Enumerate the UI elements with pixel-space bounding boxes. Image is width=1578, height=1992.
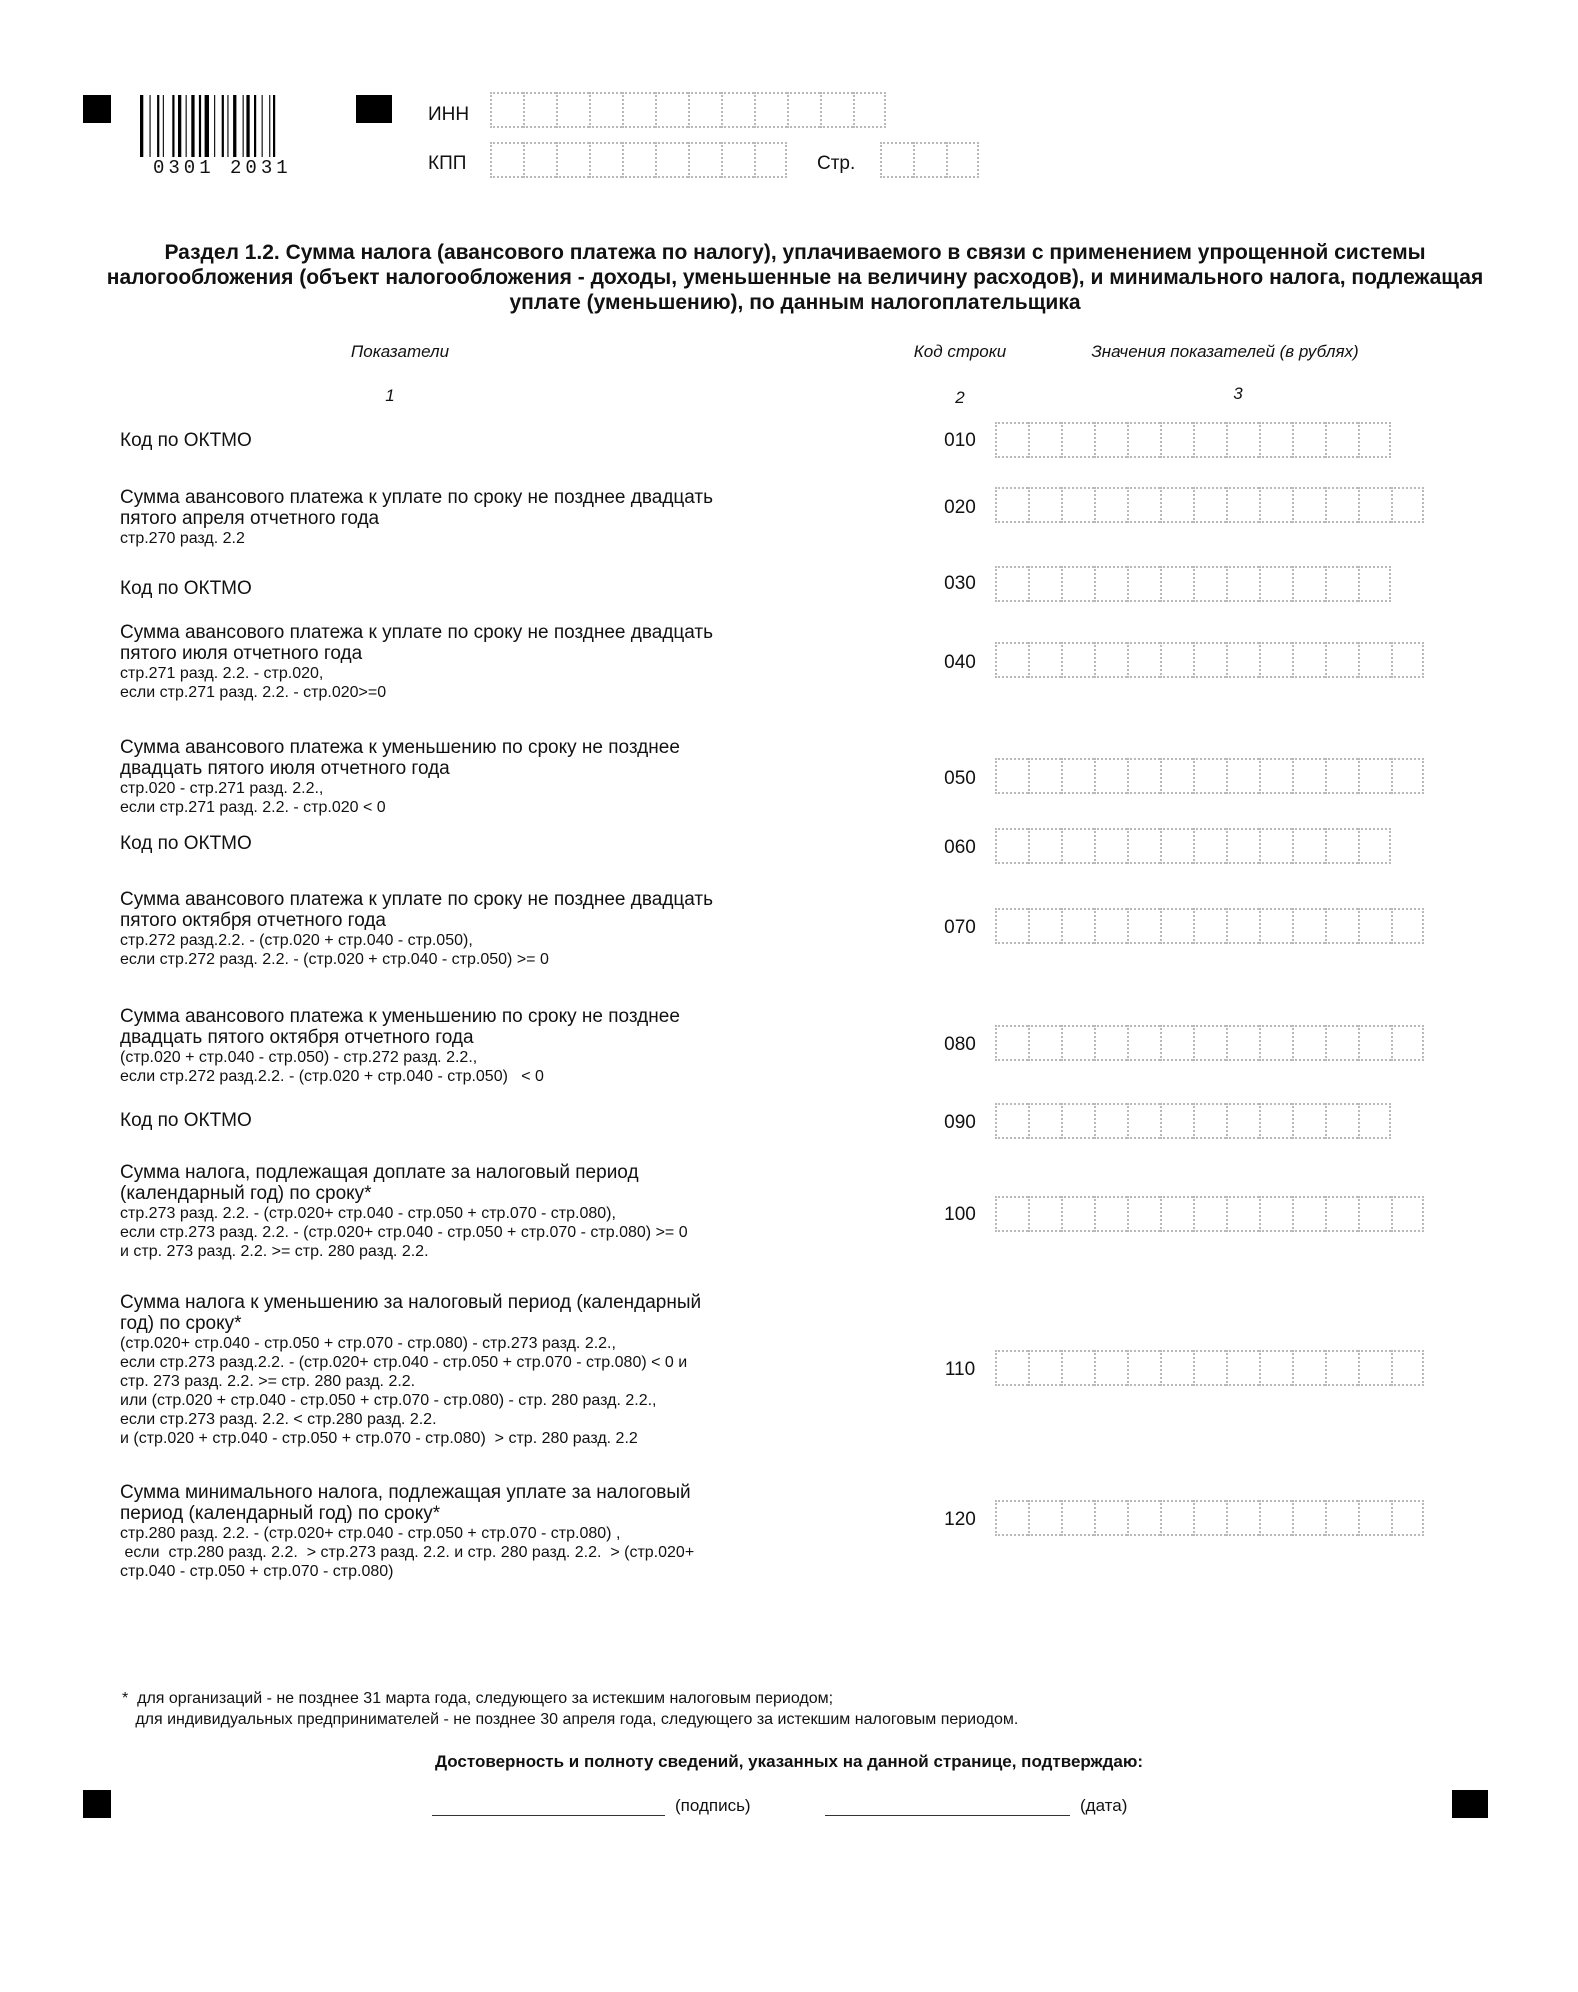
char-cell[interactable] bbox=[1028, 1025, 1061, 1061]
char-cell[interactable] bbox=[1358, 422, 1391, 458]
row-value-field-110[interactable] bbox=[995, 1350, 1424, 1386]
char-cell[interactable] bbox=[1292, 487, 1325, 523]
char-cell[interactable] bbox=[1325, 642, 1358, 678]
char-cell[interactable] bbox=[995, 1196, 1028, 1232]
char-cell[interactable] bbox=[1127, 566, 1160, 602]
char-cell[interactable] bbox=[1193, 642, 1226, 678]
char-cell[interactable] bbox=[1061, 1500, 1094, 1536]
char-cell[interactable] bbox=[1226, 1103, 1259, 1139]
row-formula-text: стр.020 - стр.271 разд. 2.2., если стр.271 разд. 2.2. - стр.020 < 0 bbox=[120, 780, 386, 816]
char-cell[interactable] bbox=[1160, 828, 1193, 864]
char-cell[interactable] bbox=[1391, 642, 1424, 678]
column-number-1: 1 bbox=[385, 386, 395, 405]
char-cell[interactable] bbox=[1127, 1196, 1160, 1232]
char-cell[interactable] bbox=[1292, 828, 1325, 864]
char-cell[interactable] bbox=[1094, 422, 1127, 458]
kpp-field[interactable] bbox=[490, 142, 787, 178]
char-cell[interactable] bbox=[1193, 1500, 1226, 1536]
char-cell[interactable] bbox=[820, 92, 853, 128]
column-header-indicators: Показатели bbox=[350, 342, 450, 361]
row-formula-text: стр.272 разд.2.2. - (стр.020 + стр.040 - стр.050), если стр.272 разд. 2.2. - (стр.020 + стр.040 - стр.050) >= 0 bbox=[120, 932, 549, 968]
char-cell[interactable] bbox=[995, 1025, 1028, 1061]
char-cell[interactable] bbox=[556, 142, 589, 178]
row-value-field-010[interactable] bbox=[995, 422, 1391, 458]
char-cell[interactable] bbox=[1028, 828, 1061, 864]
char-cell[interactable] bbox=[853, 92, 886, 128]
char-cell[interactable] bbox=[1358, 1196, 1391, 1232]
char-cell[interactable] bbox=[995, 566, 1028, 602]
char-cell[interactable] bbox=[622, 142, 655, 178]
char-cell[interactable] bbox=[1325, 1025, 1358, 1061]
char-cell[interactable] bbox=[1028, 1196, 1061, 1232]
char-cell[interactable] bbox=[1094, 642, 1127, 678]
char-cell[interactable] bbox=[1061, 758, 1094, 794]
row-formula-text: (стр.020+ стр.040 - стр.050 + стр.070 - стр.080) - стр.273 разд. 2.2., если стр.273 разд.2.2. - (стр.020+ стр.040 - стр.050 + стр.070 - стр.080) < 0 и стр. 273 разд. 2.2. >= стр. 280 разд. 2.2. или (стр.020 + стр.040 - стр.050 + стр.070 - стр.080) - стр. 280 разд. 2.2., если стр.273 разд. 2.2. < стр.280 разд. 2.2. и (стр.020 + стр.040 - стр.050 + стр.070 - стр.080) > стр. 280 разд. 2.2 bbox=[120, 1335, 688, 1447]
row-main-text: Код по ОКТМО bbox=[120, 430, 252, 451]
char-cell[interactable] bbox=[1259, 1103, 1292, 1139]
char-cell[interactable] bbox=[1358, 487, 1391, 523]
char-cell[interactable] bbox=[523, 142, 556, 178]
row-main-text: Сумма авансового платежа к уплате по сроку не позднее двадцать пятого апреля отчетного года bbox=[120, 487, 714, 529]
row-value-field-050[interactable] bbox=[995, 758, 1424, 794]
char-cell[interactable] bbox=[1160, 1196, 1193, 1232]
confirmation-text: Достоверность и полноту сведений, указанных на данной странице, подтверждаю: bbox=[434, 1752, 1144, 1771]
char-cell[interactable] bbox=[787, 92, 820, 128]
char-cell[interactable] bbox=[1061, 487, 1094, 523]
char-cell[interactable] bbox=[1193, 1025, 1226, 1061]
char-cell[interactable] bbox=[1325, 1103, 1358, 1139]
char-cell[interactable] bbox=[995, 422, 1028, 458]
char-cell[interactable] bbox=[1226, 828, 1259, 864]
row-080-label bbox=[120, 1006, 860, 1086]
char-cell[interactable] bbox=[1094, 1500, 1127, 1536]
row-main-text: Сумма налога к уменьшению за налоговый период (календарный год) по сроку* bbox=[120, 1292, 702, 1334]
char-cell[interactable] bbox=[1127, 1025, 1160, 1061]
char-cell[interactable] bbox=[946, 142, 979, 178]
char-cell[interactable] bbox=[1259, 1025, 1292, 1061]
footnote bbox=[122, 1688, 1018, 1730]
char-cell[interactable] bbox=[1028, 908, 1061, 944]
char-cell[interactable] bbox=[1358, 1350, 1391, 1386]
char-cell[interactable] bbox=[1226, 758, 1259, 794]
date-label: (дата) bbox=[1080, 1796, 1128, 1815]
char-cell[interactable] bbox=[688, 92, 721, 128]
char-cell[interactable] bbox=[1259, 758, 1292, 794]
footnote-line-2: для индивидуальных предпринимателей - не позднее 30 апреля года, следующего за истекшим налоговым периодом. bbox=[122, 1711, 1019, 1728]
char-cell[interactable] bbox=[1061, 422, 1094, 458]
char-cell[interactable] bbox=[1028, 1350, 1061, 1386]
page-number-label: Стр. bbox=[817, 153, 856, 174]
char-cell[interactable] bbox=[1226, 487, 1259, 523]
row-main-text: Сумма минимального налога, подлежащая уплате за налоговый период (календарный год) по сроку* bbox=[120, 1482, 691, 1524]
row-value-field-030[interactable] bbox=[995, 566, 1391, 602]
char-cell[interactable] bbox=[1160, 566, 1193, 602]
row-070-label bbox=[120, 889, 860, 969]
char-cell[interactable] bbox=[995, 828, 1028, 864]
row-code-040: 040 bbox=[944, 652, 976, 673]
char-cell[interactable] bbox=[995, 1500, 1028, 1536]
row-code-070: 070 bbox=[944, 917, 976, 938]
row-110-label bbox=[120, 1292, 860, 1448]
row-value-field-070[interactable] bbox=[995, 908, 1424, 944]
char-cell[interactable] bbox=[1160, 1350, 1193, 1386]
char-cell[interactable] bbox=[754, 142, 787, 178]
char-cell[interactable] bbox=[995, 1103, 1028, 1139]
row-code-030: 030 bbox=[944, 573, 976, 594]
char-cell[interactable] bbox=[1358, 1025, 1391, 1061]
char-cell[interactable] bbox=[1094, 828, 1127, 864]
char-cell[interactable] bbox=[1226, 908, 1259, 944]
char-cell[interactable] bbox=[1028, 1500, 1061, 1536]
row-formula-text: стр.280 разд. 2.2. - (стр.020+ стр.040 - стр.050 + стр.070 - стр.080) , если стр.280 разд. 2.2. > стр.273 разд. 2.2. и стр. 280 разд. 2.2. > (стр.020+ стр.040 - стр.050 + стр.070 - стр.080) bbox=[120, 1525, 695, 1580]
char-cell[interactable] bbox=[1160, 1103, 1193, 1139]
column-header-line-code: Код строки bbox=[913, 342, 1007, 361]
char-cell[interactable] bbox=[1391, 1500, 1424, 1536]
char-cell[interactable] bbox=[1127, 758, 1160, 794]
char-cell[interactable] bbox=[721, 142, 754, 178]
char-cell[interactable] bbox=[1226, 1196, 1259, 1232]
char-cell[interactable] bbox=[1061, 566, 1094, 602]
row-main-text: Код по ОКТМО bbox=[120, 833, 252, 854]
char-cell[interactable] bbox=[1259, 908, 1292, 944]
char-cell[interactable] bbox=[1160, 908, 1193, 944]
char-cell[interactable] bbox=[1259, 828, 1292, 864]
char-cell[interactable] bbox=[1193, 908, 1226, 944]
char-cell[interactable] bbox=[995, 758, 1028, 794]
char-cell[interactable] bbox=[622, 92, 655, 128]
char-cell[interactable] bbox=[1325, 1196, 1358, 1232]
char-cell[interactable] bbox=[1061, 642, 1094, 678]
row-code-100: 100 bbox=[944, 1204, 976, 1225]
char-cell[interactable] bbox=[523, 92, 556, 128]
row-060-label bbox=[120, 833, 860, 854]
date-line[interactable] bbox=[825, 1815, 1070, 1816]
char-cell[interactable] bbox=[556, 92, 589, 128]
column-number-3: 3 bbox=[1233, 384, 1243, 403]
barcode-number: 0301 2031 bbox=[153, 157, 292, 179]
char-cell[interactable] bbox=[880, 142, 913, 178]
char-cell[interactable] bbox=[1127, 642, 1160, 678]
char-cell[interactable] bbox=[1325, 487, 1358, 523]
char-cell[interactable] bbox=[589, 92, 622, 128]
row-value-field-060[interactable] bbox=[995, 828, 1391, 864]
char-cell[interactable] bbox=[1193, 1196, 1226, 1232]
char-cell[interactable] bbox=[1160, 1025, 1193, 1061]
char-cell[interactable] bbox=[1193, 1350, 1226, 1386]
kpp-label: КПП bbox=[428, 153, 467, 174]
char-cell[interactable] bbox=[995, 642, 1028, 678]
char-cell[interactable] bbox=[1325, 422, 1358, 458]
char-cell[interactable] bbox=[490, 92, 523, 128]
char-cell[interactable] bbox=[1061, 1196, 1094, 1232]
inn-field[interactable] bbox=[490, 92, 886, 128]
char-cell[interactable] bbox=[1193, 758, 1226, 794]
row-code-050: 050 bbox=[944, 768, 976, 789]
row-main-text: Сумма авансового платежа к уплате по сроку не позднее двадцать пятого июля отчетного года bbox=[120, 622, 714, 664]
row-100-label bbox=[120, 1162, 860, 1261]
char-cell[interactable] bbox=[1061, 1103, 1094, 1139]
footnote-line-1: * для организаций - не позднее 31 марта года, следующего за истекшим налоговым периодом; bbox=[122, 1690, 834, 1707]
char-cell[interactable] bbox=[1127, 1350, 1160, 1386]
char-cell[interactable] bbox=[1292, 422, 1325, 458]
signature-label: (подпись) bbox=[675, 1796, 751, 1815]
char-cell[interactable] bbox=[655, 92, 688, 128]
row-120-label bbox=[120, 1482, 860, 1581]
section-title: Раздел 1.2. Сумма налога (авансового платежа по налогу), уплачиваемого в связи с применением упрощенной системы налогообложения (объект налогообложения - доходы, уменьшенные на величину расходов), и минимального налога, подлежащая уплате (уменьшению), по данным налогоплательщика bbox=[106, 241, 1484, 314]
char-cell[interactable] bbox=[1226, 1025, 1259, 1061]
char-cell[interactable] bbox=[1391, 908, 1424, 944]
char-cell[interactable] bbox=[1160, 1500, 1193, 1536]
row-010-label bbox=[120, 430, 860, 451]
row-code-090: 090 bbox=[944, 1112, 976, 1133]
char-cell[interactable] bbox=[1094, 566, 1127, 602]
char-cell[interactable] bbox=[995, 1350, 1028, 1386]
char-cell[interactable] bbox=[1325, 828, 1358, 864]
char-cell[interactable] bbox=[1391, 1196, 1424, 1232]
column-header-values: Значения показателей (в рублях) bbox=[1091, 342, 1359, 361]
char-cell[interactable] bbox=[1292, 1500, 1325, 1536]
row-main-text: Сумма налога, подлежащая доплате за налоговый период (календарный год) по сроку* bbox=[120, 1162, 639, 1204]
char-cell[interactable] bbox=[589, 142, 622, 178]
char-cell[interactable] bbox=[1259, 1196, 1292, 1232]
row-code-060: 060 bbox=[944, 837, 976, 858]
char-cell[interactable] bbox=[1160, 642, 1193, 678]
char-cell[interactable] bbox=[1325, 566, 1358, 602]
corner-marker-top-right bbox=[356, 95, 392, 123]
char-cell[interactable] bbox=[721, 92, 754, 128]
row-value-field-040[interactable] bbox=[995, 642, 1424, 678]
char-cell[interactable] bbox=[1292, 642, 1325, 678]
char-cell[interactable] bbox=[1127, 1103, 1160, 1139]
row-main-text: Сумма авансового платежа к уменьшению по сроку не позднее двадцать пятого октября отчетного года bbox=[120, 1006, 680, 1048]
corner-marker-top-left bbox=[83, 95, 111, 123]
char-cell[interactable] bbox=[1226, 566, 1259, 602]
row-code-010: 010 bbox=[944, 430, 976, 451]
char-cell[interactable] bbox=[1391, 1025, 1424, 1061]
char-cell[interactable] bbox=[1094, 1350, 1127, 1386]
row-formula-text: стр.271 разд. 2.2. - стр.020, если стр.271 разд. 2.2. - стр.020>=0 bbox=[120, 665, 387, 701]
char-cell[interactable] bbox=[1259, 566, 1292, 602]
char-cell[interactable] bbox=[1259, 487, 1292, 523]
char-cell[interactable] bbox=[1061, 1025, 1094, 1061]
char-cell[interactable] bbox=[1325, 758, 1358, 794]
char-cell[interactable] bbox=[1325, 908, 1358, 944]
char-cell[interactable] bbox=[1259, 1500, 1292, 1536]
corner-marker-bottom-right bbox=[1452, 1790, 1488, 1818]
signature-line[interactable] bbox=[432, 1815, 665, 1816]
char-cell[interactable] bbox=[995, 908, 1028, 944]
char-cell[interactable] bbox=[754, 92, 787, 128]
row-value-field-080[interactable] bbox=[995, 1025, 1424, 1061]
char-cell[interactable] bbox=[1061, 908, 1094, 944]
char-cell[interactable] bbox=[1094, 487, 1127, 523]
char-cell[interactable] bbox=[1358, 758, 1391, 794]
char-cell[interactable] bbox=[1259, 642, 1292, 678]
char-cell[interactable] bbox=[1292, 566, 1325, 602]
char-cell[interactable] bbox=[1325, 1500, 1358, 1536]
row-020-label bbox=[120, 487, 860, 548]
row-090-label bbox=[120, 1110, 860, 1131]
char-cell[interactable] bbox=[1127, 908, 1160, 944]
page-number-field[interactable] bbox=[880, 142, 979, 178]
char-cell[interactable] bbox=[1292, 758, 1325, 794]
char-cell[interactable] bbox=[995, 487, 1028, 523]
row-value-field-020[interactable] bbox=[995, 487, 1424, 523]
char-cell[interactable] bbox=[1193, 828, 1226, 864]
char-cell[interactable] bbox=[1028, 758, 1061, 794]
char-cell[interactable] bbox=[1028, 487, 1061, 523]
char-cell[interactable] bbox=[1358, 828, 1391, 864]
char-cell[interactable] bbox=[1391, 758, 1424, 794]
char-cell[interactable] bbox=[490, 142, 523, 178]
char-cell[interactable] bbox=[913, 142, 946, 178]
char-cell[interactable] bbox=[655, 142, 688, 178]
char-cell[interactable] bbox=[1127, 487, 1160, 523]
char-cell[interactable] bbox=[1226, 422, 1259, 458]
char-cell[interactable] bbox=[1094, 1196, 1127, 1232]
row-main-text: Код по ОКТМО bbox=[120, 578, 252, 599]
char-cell[interactable] bbox=[1226, 1350, 1259, 1386]
char-cell[interactable] bbox=[1358, 1500, 1391, 1536]
char-cell[interactable] bbox=[1160, 758, 1193, 794]
char-cell[interactable] bbox=[1028, 1103, 1061, 1139]
char-cell[interactable] bbox=[1325, 1350, 1358, 1386]
row-main-text: Код по ОКТМО bbox=[120, 1110, 252, 1131]
row-code-120: 120 bbox=[944, 1509, 976, 1530]
char-cell[interactable] bbox=[1028, 422, 1061, 458]
char-cell[interactable] bbox=[1061, 1350, 1094, 1386]
char-cell[interactable] bbox=[1193, 1103, 1226, 1139]
char-cell[interactable] bbox=[1193, 422, 1226, 458]
char-cell[interactable] bbox=[1127, 1500, 1160, 1536]
char-cell[interactable] bbox=[1259, 1350, 1292, 1386]
row-formula-text: стр.270 разд. 2.2 bbox=[120, 530, 245, 547]
char-cell[interactable] bbox=[1358, 642, 1391, 678]
barcode-image bbox=[140, 95, 330, 157]
char-cell[interactable] bbox=[1292, 1350, 1325, 1386]
row-040-label bbox=[120, 622, 860, 702]
char-cell[interactable] bbox=[1358, 566, 1391, 602]
char-cell[interactable] bbox=[1028, 566, 1061, 602]
char-cell[interactable] bbox=[1391, 1350, 1424, 1386]
char-cell[interactable] bbox=[1193, 487, 1226, 523]
row-formula-text: стр.273 разд. 2.2. - (стр.020+ стр.040 - стр.050 + стр.070 - стр.080), если стр.273 разд. 2.2. - (стр.020+ стр.040 - стр.050 + стр.070 - стр.080) >= 0 и стр. 273 разд. 2.2. >= стр. 280 разд. 2.2. bbox=[120, 1205, 688, 1260]
char-cell[interactable] bbox=[1358, 1103, 1391, 1139]
char-cell[interactable] bbox=[1226, 642, 1259, 678]
row-030-label bbox=[120, 578, 860, 599]
char-cell[interactable] bbox=[1028, 642, 1061, 678]
row-formula-text: (стр.020 + стр.040 - стр.050) - стр.272 разд. 2.2., если стр.272 разд.2.2. - (стр.020 + стр.040 - стр.050) < 0 bbox=[120, 1049, 544, 1085]
row-value-field-090[interactable] bbox=[995, 1103, 1391, 1139]
char-cell[interactable] bbox=[1292, 1196, 1325, 1232]
char-cell[interactable] bbox=[1127, 828, 1160, 864]
char-cell[interactable] bbox=[1127, 422, 1160, 458]
char-cell[interactable] bbox=[1292, 908, 1325, 944]
row-main-text: Сумма авансового платежа к уплате по сроку не позднее двадцать пятого октября отчетного года bbox=[120, 889, 714, 931]
char-cell[interactable] bbox=[688, 142, 721, 178]
row-main-text: Сумма авансового платежа к уменьшению по сроку не позднее двадцать пятого июля отчетного года bbox=[120, 737, 680, 779]
row-code-110: 110 bbox=[944, 1359, 976, 1380]
char-cell[interactable] bbox=[1358, 908, 1391, 944]
char-cell[interactable] bbox=[1094, 758, 1127, 794]
inn-label: ИНН bbox=[428, 104, 470, 125]
char-cell[interactable] bbox=[1094, 1103, 1127, 1139]
row-code-020: 020 bbox=[944, 497, 976, 518]
row-value-field-100[interactable] bbox=[995, 1196, 1424, 1232]
row-050-label bbox=[120, 737, 860, 817]
char-cell[interactable] bbox=[1292, 1103, 1325, 1139]
char-cell[interactable] bbox=[1292, 1025, 1325, 1061]
char-cell[interactable] bbox=[1259, 422, 1292, 458]
row-value-field-120[interactable] bbox=[995, 1500, 1424, 1536]
char-cell[interactable] bbox=[1226, 1500, 1259, 1536]
char-cell[interactable] bbox=[1061, 828, 1094, 864]
corner-marker-bottom-left bbox=[83, 1790, 111, 1818]
char-cell[interactable] bbox=[1193, 566, 1226, 602]
char-cell[interactable] bbox=[1160, 487, 1193, 523]
char-cell[interactable] bbox=[1160, 422, 1193, 458]
column-number-2: 2 bbox=[955, 388, 965, 407]
row-code-080: 080 bbox=[944, 1034, 976, 1055]
char-cell[interactable] bbox=[1391, 487, 1424, 523]
char-cell[interactable] bbox=[1094, 1025, 1127, 1061]
char-cell[interactable] bbox=[1094, 908, 1127, 944]
